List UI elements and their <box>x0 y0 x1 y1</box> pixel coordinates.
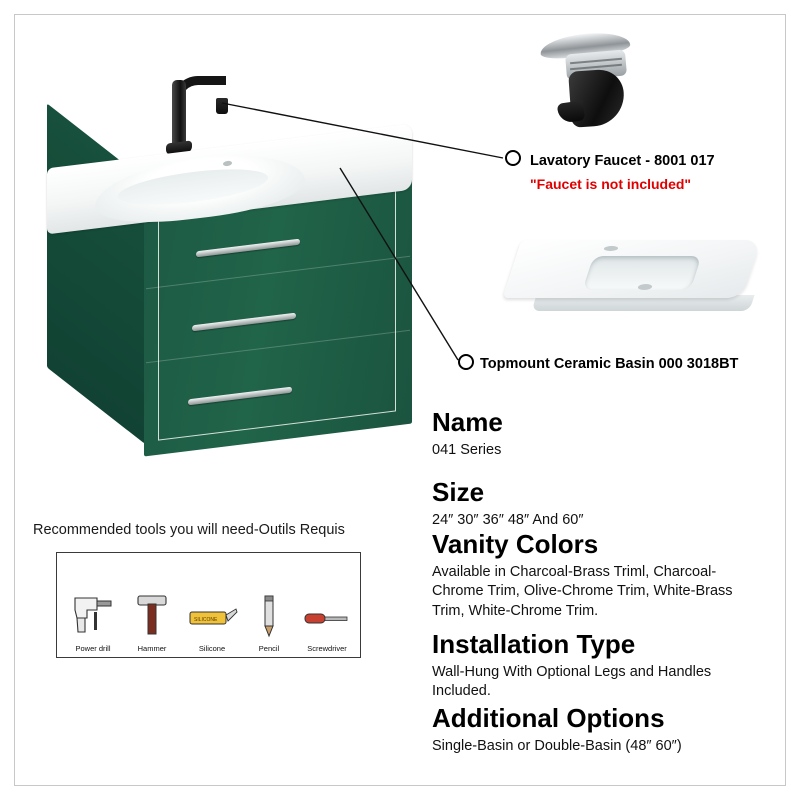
basin-callout-label: Topmount Ceramic Basin 000 3018BT <box>480 356 739 372</box>
tool-item <box>63 567 123 653</box>
spec-block-installation-type <box>432 630 732 702</box>
faucet-not-included-note: "Faucet is not included" <box>530 176 692 192</box>
spec-heading: Name <box>432 407 503 437</box>
spec-body: Wall-Hung With Optional Legs and Handles Included. <box>432 663 712 700</box>
tool-item <box>239 567 299 653</box>
spec-heading: Size <box>432 477 485 507</box>
hammer-icon <box>122 588 182 640</box>
tool-label: Silicone <box>198 644 226 653</box>
basin-callout-marker-icon <box>458 354 474 370</box>
tool-item <box>122 567 182 653</box>
tool-label: Pencil <box>258 644 280 653</box>
faucet-callout-label: Lavatory Faucet - 8001 017 <box>530 153 715 169</box>
basin-product-image <box>512 240 752 322</box>
vanity-illustration <box>40 80 420 480</box>
tools-title: Recommended tools you will need-Outils Requis <box>33 522 345 538</box>
spec-body: Single-Basin or Double-Basin (48″ 60″) <box>432 737 682 754</box>
spec-body: 24″ 30″ 36″ 48″ And 60″ <box>432 511 584 528</box>
spec-heading: Vanity Colors <box>432 529 599 559</box>
spec-heading: Additional Options <box>432 703 665 733</box>
tools-box <box>56 552 361 658</box>
spec-block-name <box>432 408 503 460</box>
spec-heading: Installation Type <box>432 629 636 659</box>
screwdriver-icon <box>297 588 357 640</box>
spec-body: Available in Charcoal-Brass Triml, Charcoal-Chrome Trim, Olive-Chrome Trim, White-Brass Trim, White-Chrome Trim. <box>432 563 733 619</box>
tool-label: Power drill <box>75 644 111 653</box>
spec-block-vanity-colors <box>432 530 762 621</box>
faucet-spout <box>557 100 586 123</box>
faucet-product-image <box>530 30 650 130</box>
vanity-faucet-body-icon <box>172 80 186 148</box>
spec-block-additional-options <box>432 704 682 756</box>
vanity-cabinet-side <box>47 103 145 444</box>
faucet-callout-marker-icon <box>505 150 521 166</box>
tool-item <box>297 567 357 653</box>
power-drill-icon <box>63 588 123 640</box>
vanity-faucet-tip-icon <box>216 98 228 114</box>
pencil-icon <box>239 588 299 640</box>
tool-label: Hammer <box>137 644 167 653</box>
silicone-tube-icon <box>182 588 242 640</box>
tool-label: Screwdriver <box>307 644 347 653</box>
tool-item <box>182 567 242 653</box>
svg-text:SILICONE: SILICONE <box>194 617 218 623</box>
spec-block-size <box>432 478 583 530</box>
spec-body: 041 Series <box>432 441 502 458</box>
